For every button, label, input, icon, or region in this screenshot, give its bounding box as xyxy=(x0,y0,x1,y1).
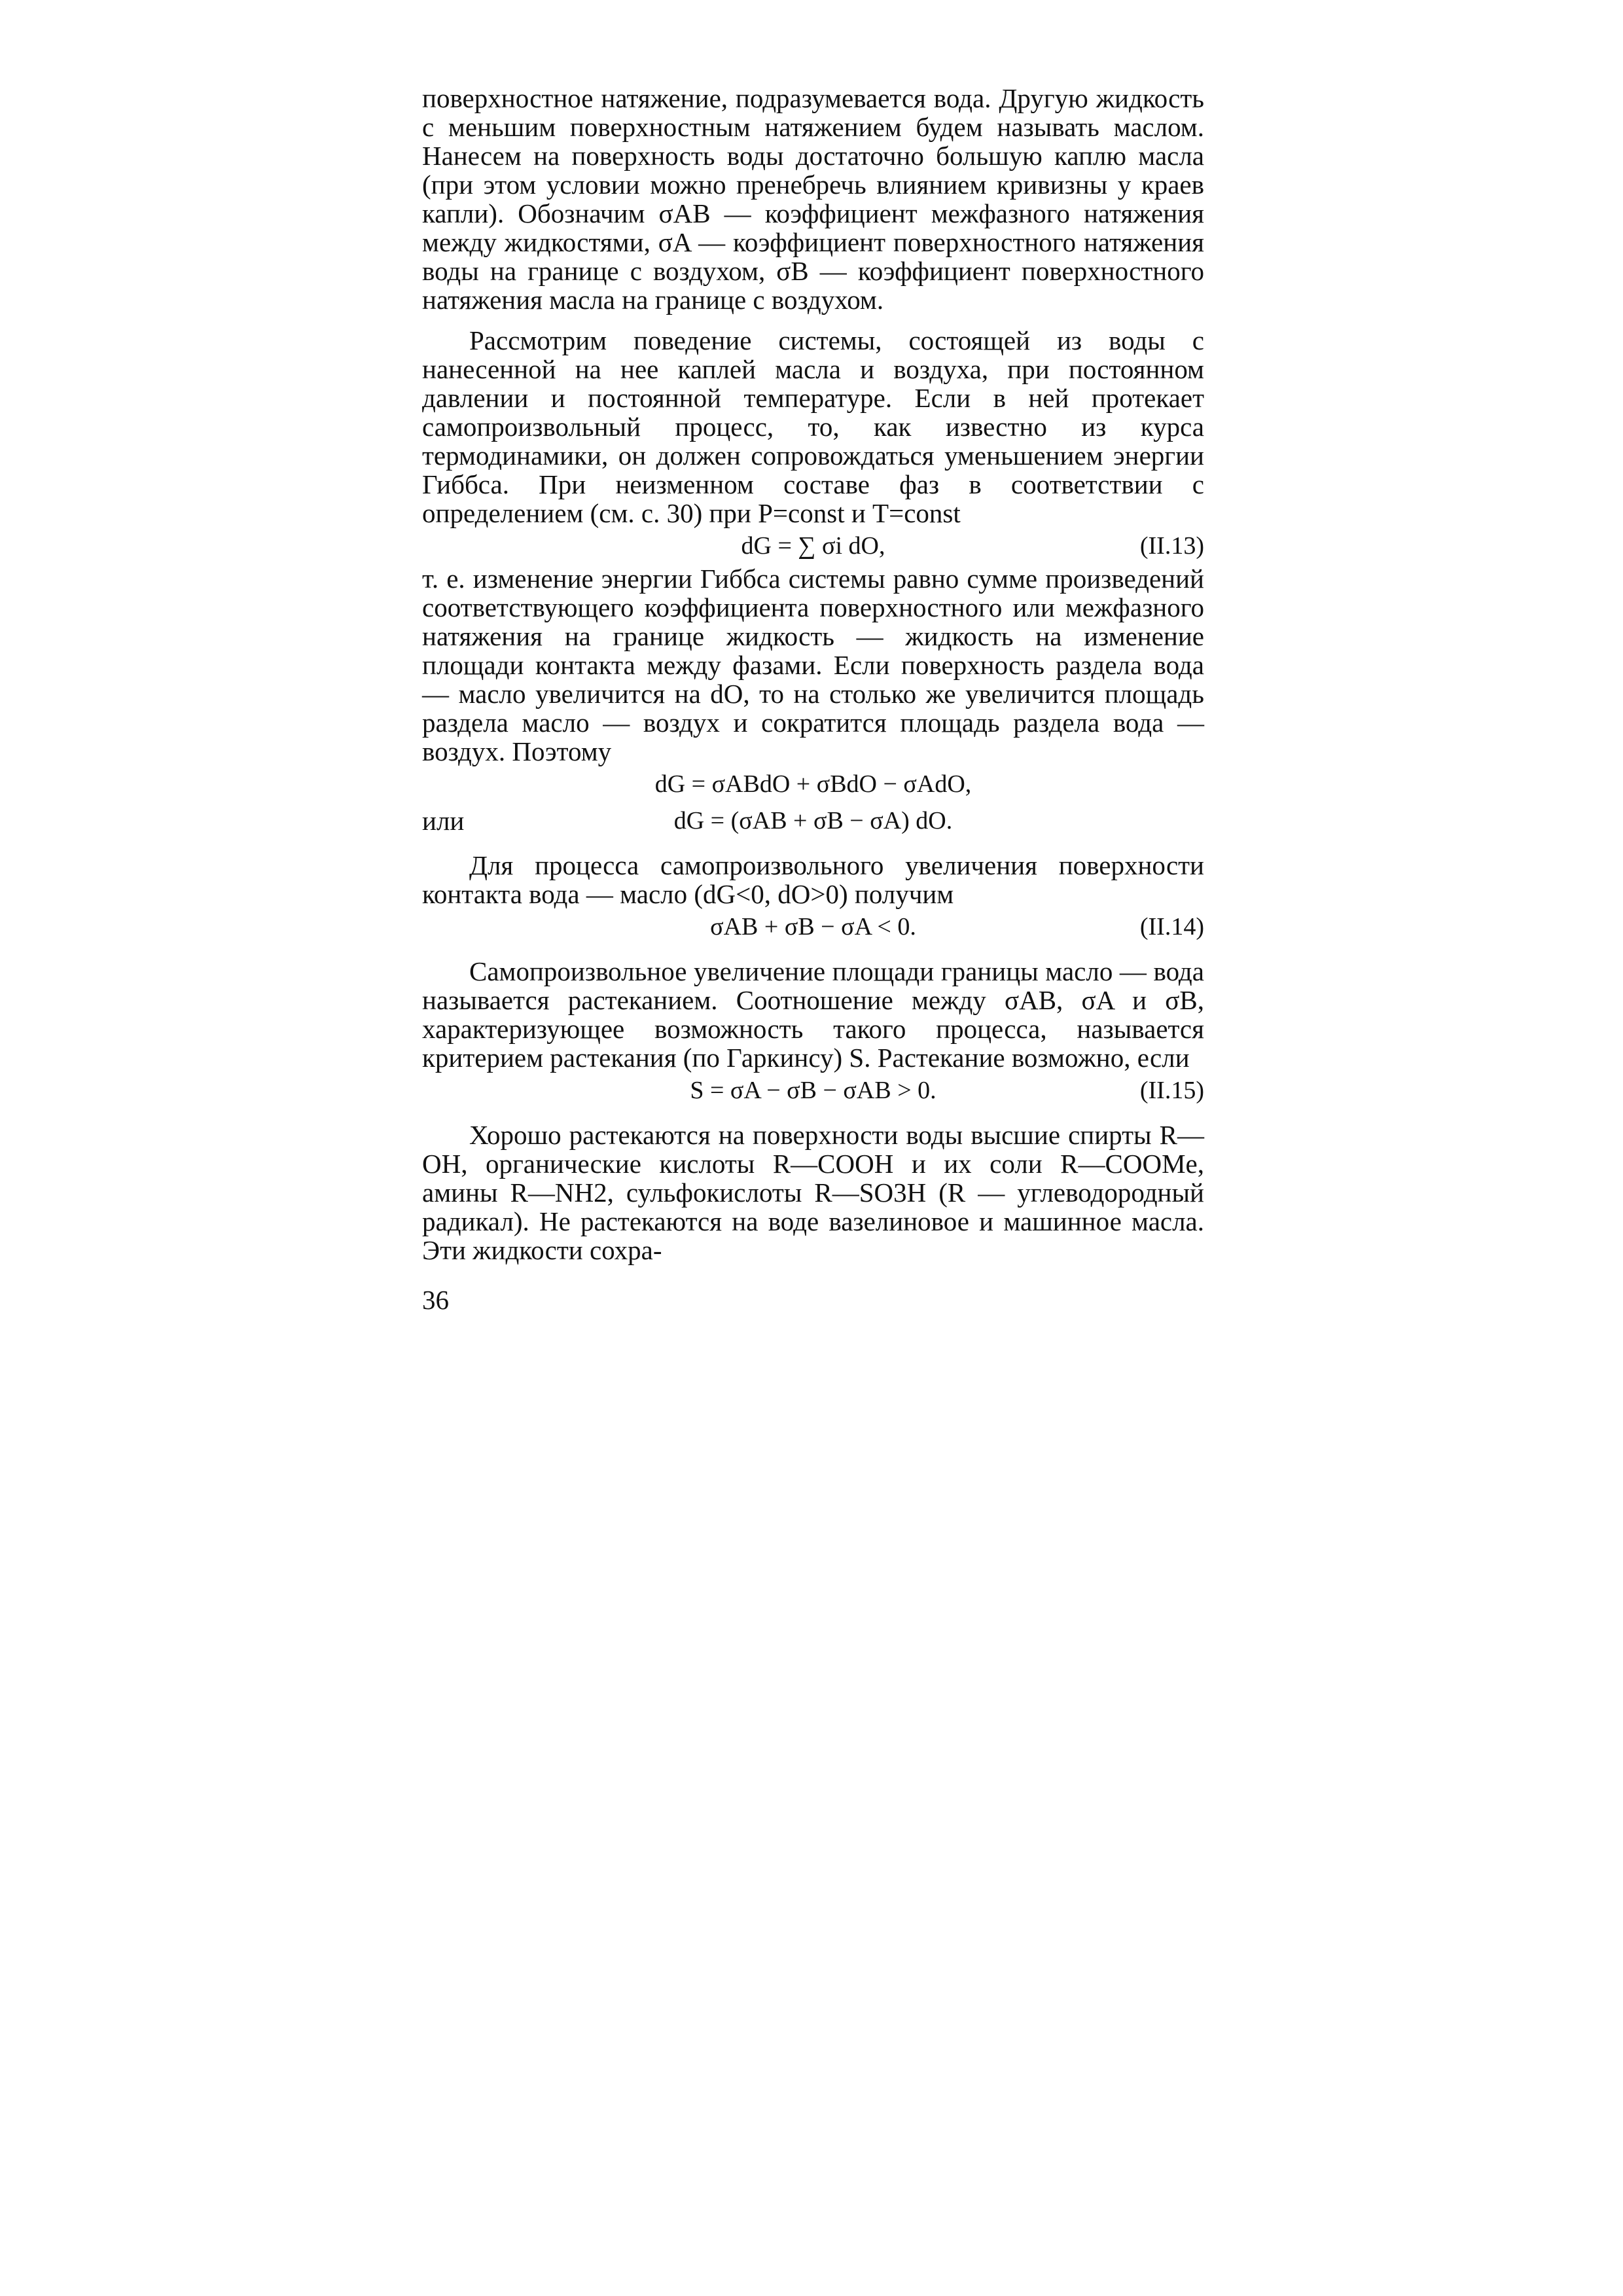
formula-expression: dG = (σAB + σB − σA) dO. xyxy=(673,807,953,834)
formula-number: (II.14) xyxy=(1139,913,1204,941)
paragraph-gibbs-change: т. е. изменение энергии Гиббса системы равно сумме произведений соответствующего коэффициента поверхностного или межфазного натяжения на границе жидкость — жидкость на изменение площади контакта между фазами. Если поверхность раздела вода — масло увеличится на dO, то на столько же увеличится площадь раздела масло — воздух и сократится площадь раздела вода — воздух. Поэтому xyxy=(422,564,1204,766)
formula-expression: σAB + σB − σA < 0. xyxy=(710,913,916,941)
formula-dg-grouped xyxy=(422,802,1204,839)
spacer xyxy=(422,945,1204,957)
page-number: 36 xyxy=(422,1285,449,1315)
formula-dg-expanded xyxy=(422,766,1204,802)
paragraph-intro: поверхностное натяжение, подразумевается вода. Другую жидкость с меньшим поверхностным натяжением будем называть маслом. Нанесем на поверхность воды достаточно большую каплю масла (при этом условии можно пренебречь влиянием кривизны у краев капли). Обозначим σAB — коэффициент межфазного натяжения между жидкостями, σA — коэффициент поверхностного натяжения воды на границе с воздухом, σB — коэффициент поверхностного натяжения масла на границе с воздухом. xyxy=(422,83,1204,315)
formula-ii14 xyxy=(422,908,1204,945)
formula-number: (II.15) xyxy=(1139,1077,1204,1104)
paragraph-system-behavior: Рассмотрим поведение системы, состоящей из воды с нанесенной на нее каплей масла и воздуха, при постоянном давлении и постоянной температуре. Если в ней протекает самопроизвольный процесс, то, как известно из курса термодинамики, он должен сопровождаться уменьшением энергии Гиббса. При неизменном составе фаз в соответствии с определением (см. с. 30) при P=const и T=const xyxy=(422,325,1204,528)
book-page xyxy=(422,84,1204,1318)
paragraph-examples: Хорошо растекаются на поверхности воды высшие спирты R—OH, органические кислоты R—COOH и их соли R—COOMe, амины R—NH2, сульфокислоты R—SO3H (R — углеводородный радикал). Не растекаются на воде вазелиновое и машинное масла. Эти жидкости сохра- xyxy=(422,1120,1204,1265)
formula-ii13 xyxy=(422,528,1204,564)
formula-number: (II.13) xyxy=(1139,532,1204,560)
formula-expression: dG = ∑ σi dO, xyxy=(741,532,885,560)
formula-expression: S = σA − σB − σAB > 0. xyxy=(690,1077,936,1104)
paragraph-spreading: Самопроизвольное увеличение площади границы масло — вода называется растеканием. Соотношение между σAB, σA и σB, характеризующее возможность такого процесса, называется критерием растекания (по Гаркинсу) S. Растекание возможно, если xyxy=(422,956,1204,1073)
spacer xyxy=(422,314,1204,326)
formula-expression: dG = σABdO + σBdO − σAdO, xyxy=(654,770,972,798)
formula-lead-word: или xyxy=(422,806,465,836)
formula-ii15 xyxy=(422,1072,1204,1109)
spacer xyxy=(422,1109,1204,1121)
spacer xyxy=(422,839,1204,851)
paragraph-spontaneous-process: Для процесса самопроизвольного увеличения поверхности контакта вода — масло (dG<0, dO>0) получим xyxy=(422,850,1204,909)
